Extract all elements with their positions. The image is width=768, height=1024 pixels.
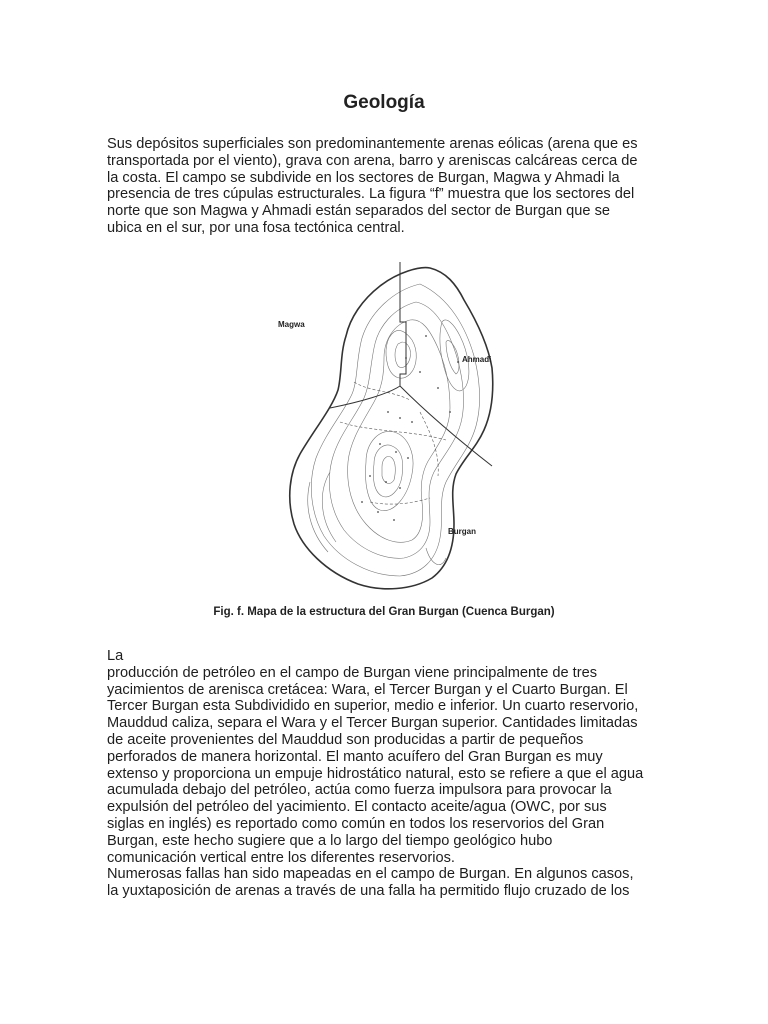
text-line: ubica en el sur, por una fosa tectónica central. <box>107 219 405 236</box>
text-line: yacimientos de arenisca cretácea: Wara, el Tercer Burgan y el Cuarto Burgan. El <box>107 681 628 698</box>
text-line: producción de petróleo en el campo de Burgan viene principalmente de tres <box>107 664 598 681</box>
text-line: norte que son Magwa y Ahmadi están separados del sector de Burgan que se <box>107 203 610 220</box>
burgan-structure-map <box>270 262 518 597</box>
text-line: transportada por el viento), grava con arena, barro y areniscas calcáreas cerca de <box>107 152 638 169</box>
text-line: Numerosas fallas han sido mapeadas en el campo de Burgan. En algunos casos, <box>107 866 634 883</box>
text-line: extenso y proporciona un empuje hidrostático natural, esto se refiere a que el agua <box>107 765 644 782</box>
text-line: Burgan, este hecho sugiere que a lo largo del tiempo geológico hubo <box>107 832 553 849</box>
label-ahmadi: Ahmadi <box>462 355 492 364</box>
text-line: de aceite provenientes del Mauddud son producidas a partir de pequeños <box>107 731 584 748</box>
text-line: Sus depósitos superficiales son predominantemente arenas eólicas (arena que es <box>107 136 638 152</box>
text-line: La <box>107 648 124 664</box>
text-line: Mauddud caliza, separa el Wara y el Tercer Burgan superior. Cantidades limitadas <box>107 715 638 732</box>
text-line: la yuxtaposición de arenas a través de una falla ha permitido flujo cruzado de los <box>107 883 630 900</box>
text-line: perforados de manera horizontal. El manto acuífero del Gran Burgan es muy <box>107 748 603 765</box>
text-line: la costa. El campo se subdivide en los sectores de Burgan, Magwa y Ahmadi la <box>107 169 620 186</box>
text-line: acumulada debajo del petróleo, actúa como fuerza impulsora para provocar la <box>107 782 612 799</box>
paragraph-geology-intro <box>107 136 663 237</box>
text-line: comunicación vertical entre los diferentes reservorios. <box>107 849 455 866</box>
paragraph-production <box>107 648 663 900</box>
label-magwa: Magwa <box>278 320 305 329</box>
section-title: Geología <box>343 92 425 113</box>
figure-caption: Fig. f. Mapa de la estructura del Gran Burgan (Cuenca Burgan) <box>213 606 555 618</box>
text-line: Tercer Burgan esta Subdividido en superior, medio e inferior. Un cuarto reservorio, <box>107 698 639 715</box>
label-burgan: Burgan <box>448 527 476 536</box>
text-line: siglas en inglés) es reportado como común en todos los reservorios del Gran <box>107 815 605 832</box>
text-line: expulsión del petróleo del yacimiento. El contacto aceite/agua (OWC, por sus <box>107 799 607 816</box>
text-line: presencia de tres cúpulas estructurales. La figura “f” muestra que los sectores del <box>107 186 635 203</box>
